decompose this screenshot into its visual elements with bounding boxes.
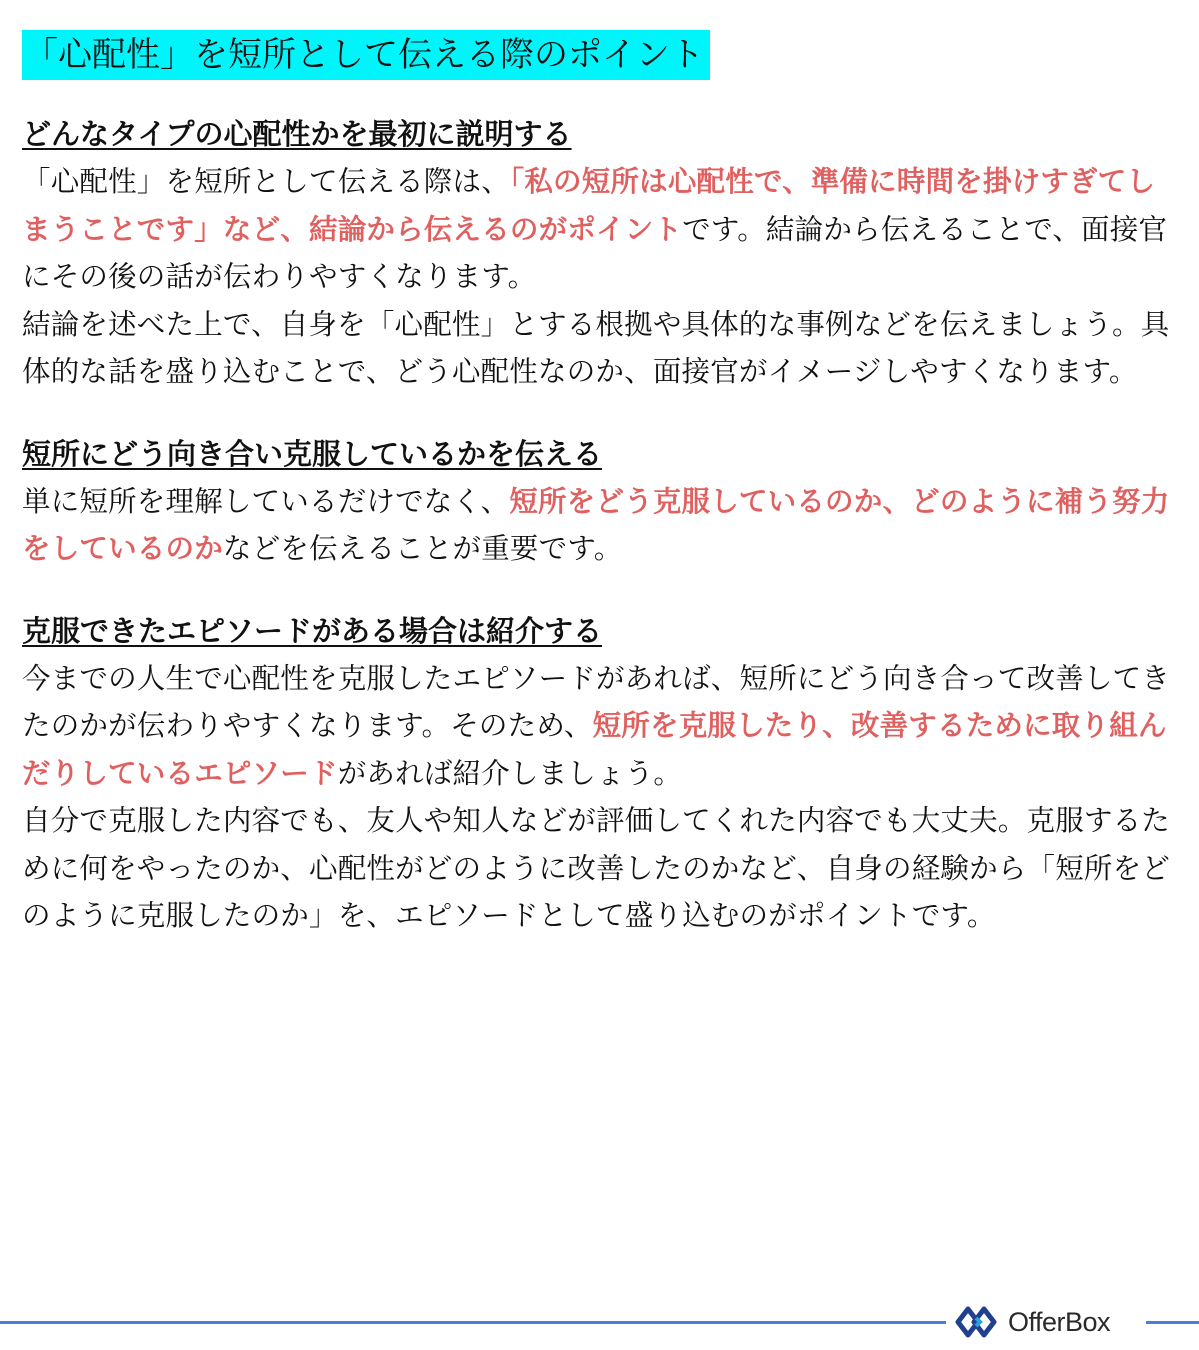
section-explain-type — [22, 110, 1182, 396]
paragraph-text: 単に短所を理解しているだけでなく、 — [22, 484, 510, 518]
paragraph-text: です。結論から伝えることで、面接官にその後の話が伝わりやすくなります。 — [22, 212, 1168, 293]
footer-divider-left — [0, 1321, 946, 1324]
paragraph-text: 結論を述べた上で、自身を「心配性」とする根拠や具体的な事例などを伝えましょう。具体的な話を盛り込むことで、どう心配性なのか、面接官がイメージしやすくなります。 — [22, 307, 1170, 388]
section-paragraph — [22, 655, 1182, 798]
section-heading: 克服できたエピソードがある場合は紹介する — [22, 613, 603, 648]
section-heading: どんなタイプの心配性かを最初に説明する — [22, 117, 572, 151]
highlighted-text: 短所を克服したり、改善するために取り組んだりしているエピソード — [22, 709, 1167, 790]
offerbox-logo — [954, 1303, 1110, 1341]
document-page — [22, 30, 1182, 940]
section-paragraph — [22, 301, 1182, 396]
section-paragraph — [22, 797, 1182, 940]
paragraph-text: 今までの人生で心配性を克服したエピソードがあれば、短所にどう向き合って改善してきたのかが伝わりやすくなります。そのため、 — [22, 661, 1171, 742]
section-paragraph — [22, 158, 1182, 301]
page-title: 「心配性」を短所として伝える際のポイント — [22, 30, 710, 80]
highlighted-text: 「私の短所は心配性で、準備に時間を掛けすぎてしまうことです」など、結論から伝えるのがポイント — [22, 165, 1156, 246]
section-paragraph — [22, 478, 1182, 573]
section-heading: 短所にどう向き合い克服しているかを伝える — [22, 436, 603, 471]
section-overcome — [22, 430, 1182, 573]
footer-divider-right — [1146, 1321, 1199, 1324]
offerbox-diamond-logo-icon — [954, 1305, 1004, 1339]
highlighted-text: 短所をどう克服しているのか、どのように補う努力をしているのか — [22, 484, 1170, 565]
section-episode — [22, 607, 1182, 940]
paragraph-text: などを伝えることが重要です。 — [222, 532, 623, 565]
paragraph-text: があれば紹介しましょう。 — [337, 756, 683, 790]
logo-text: OfferBox — [1008, 1306, 1111, 1337]
paragraph-text: 自分で克服した内容でも、友人や知人などが評価してくれた内容でも大丈夫。克服するために何をやったのか、心配性がどのように改善したのかなど、自身の経験から「短所をどのように克服したのか」を、エピソードとして盛り込むのがポイントです。 — [22, 804, 1171, 932]
paragraph-text: 「心配性」を短所として伝える際は、 — [22, 165, 510, 198]
